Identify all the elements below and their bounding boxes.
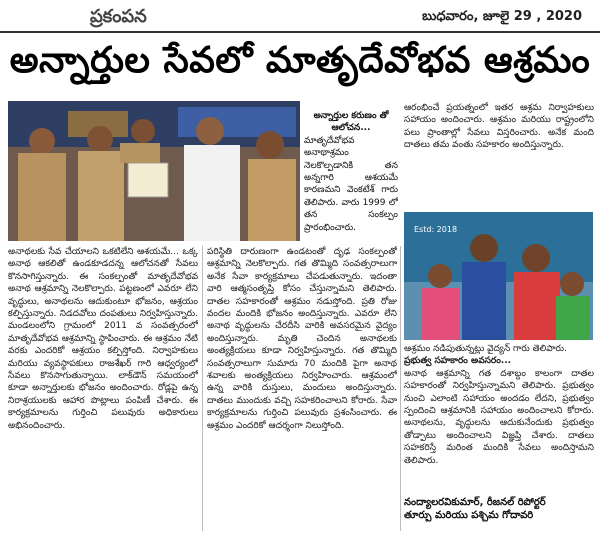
byline (404, 496, 594, 522)
intro-text: మాతృదేవోభవ అనాథాశ్రమం నెలకొల్పడానికి తన అన్నగారి ఆశయమే కారణమని వెంకటేశ్ గారు తెలిపారు. వారు 1999 లో తన సంకల్పం ప్రారంభించారు. (304, 135, 398, 233)
article-column-3-top: ఆరంభించే ప్రయత్నంలో ఇతర ఆశ్రమ నిర్వాహకులు సహాయం అందించారు. ఆశ్రమం మరియు రాష్ట్రంలోని పలు ప్రాంతాల్లో సేవలు విస్తరించారు. అనేక మంది దాతలు తమ వంతు సహకారం అందిస్తున్నారు. (404, 103, 594, 151)
article-intro (304, 110, 398, 244)
reporter-name: నంద్యాలరవికుమార్, రీజనల్ రిపోర్టర్ (404, 497, 546, 508)
column-divider (400, 246, 401, 531)
award-photo (8, 101, 300, 241)
article-column-2: పరిస్థితి దారుణంగా ఉండటంతో దృఢ సంకల్పంతో ఆశ్రమాన్ని నెలకొల్పారు. గత తొమ్మిది సంవత్సరాలుగా అనేక సేవా కార్యక్రమాలు చేపడుతున్నారు. ఇదంతా వారి ఆత్మసంతృప్తి కోసం చేస్తున్నామని తెలిపారు. దాతల సహకారంతో ఆశ్రమం నడుస్తోంది. ప్రతి రోజు వందల మందికి భోజనం అందిస్తున్నారు. ఎవరూ లేని అనాథ వృద్ధులను చేరదీసి వారికి అవసరమైన వైద్యం అందిస్తున్నారు. మృతి చెందిన అనాథలకు అంత్యక్రియలు కూడా నిర్వహిస్తున్నారు. గత తొమ్మిది సంవత్సరాలుగా సుమారు 70 మందికి పైగా అనాథ శవాలకు అంత్యక్రియలు నిర్వహించారు. ఆశ్రమంలో ఉన్న వారికి దుస్తులు, మందులు అందిస్తున్నారు. దాతలు ముందుకు వచ్చి సహకరించాలని కోరారు. సేవా కార్యక్రమాలను గుర్తించి పలువురు ప్రశంసించారు. ఈ ఆశ్రమం ఎందరికో ఆదర్శంగా నిలుస్తోంది. (207, 247, 397, 431)
paper-name: ప్రకంపన (90, 6, 147, 27)
article-column-3 (404, 343, 594, 493)
column-3-text: అనాథ ఆశ్రమాన్ని గత దశాబ్దం కాలంగా దాతల సహకారంతో నిర్వహిస్తున్నామని తెలిపారు. ప్రభుత్వం నుంచి ఎలాంటి సహాయం అందడం లేదని, ప్రభుత్వం స్పందించి ఆశ్రమానికి సహాయం అందించాలని కోరారు. అనాథలను, వృద్ధులను ఆదుకునేందుకు ప్రభుత్వం తోడ్పాటు అందించాలని విజ్ఞప్తి చేశారు. దాతలు సహకరిస్తే మరింత మందికి సేవలు అందిస్తామని తెలిపారు. (404, 368, 594, 466)
column-3-subheading: ప్రభుత్వ సహకారం అవసరం... (404, 356, 512, 367)
column-3-line: ఆశ్రమం నడిపుతున్నట్లు వైద్యన్ గారు తెలిపారు. (404, 344, 567, 354)
volunteers-photo (404, 212, 593, 340)
column-divider (202, 246, 203, 531)
publication-date: బుధవారం, జూలై 29 , 2020 (422, 9, 582, 24)
reporter-region: తూర్పు మరియు పశ్చిమ గోదావరి (404, 510, 534, 521)
article-column-1: అనాథలకు సేవ చేయాలని ఒకటిలేని ఆశయమే... ఒక్క అనాథ ఆకలితో ఉండకూడదన్న ఆలోచనతో సేవలు కొనసాగిస్తున్నారు. ఈ సంకల్పంతో మాతృదేవోభవ అనాథ ఆశ్రమాన్ని నెలకొల్పారు. పట్టణంలో ఎవరూ లేని వృద్ధులు, అనాథలను ఆదుకుంటూ భోజనం, ఆశ్రయం కల్పిస్తున్నారు. నిడదవోలు దంపతులు నిర్వహిస్తున్నారు. మండలంలోని గ్రామంలో 2011 వ సంవత్సరంలో మాతృదేవోభవ ఆశ్రమాన్ని స్థాపించారు. ఈ ఆశ్రమం నేటి వరకు ఎందరికో ఆశ్రయం కల్పిస్తోంది. నిర్వాహకులు మరియు వ్యవస్థాపకులు రాజశేఖర్ గారి ఆధ్వర్యంలో సేవలు కొనసాగుతున్నాయి. లాక్‌డౌన్ సమయంలో కూడా అన్నార్తులకు భోజనం అందించారు. రోడ్లపై ఉన్న నిరాశ్రయులకు ఆహార పొట్లాలు పంపిణీ చేశారు. ఈ కార్యక్రమాలను గుర్తించి పలువురు అధికారులు అభినందించారు. (8, 247, 198, 431)
headline: అన్నార్తుల సేవలో మాతృదేవోభవ ఆశ్రమం (9, 40, 591, 81)
svg-text:Estd: 2018: Estd: 2018 (414, 225, 458, 234)
masthead (0, 0, 600, 33)
intro-subheading: అన్నార్తుల కరుణం తో ఆలోచన... (313, 111, 389, 134)
